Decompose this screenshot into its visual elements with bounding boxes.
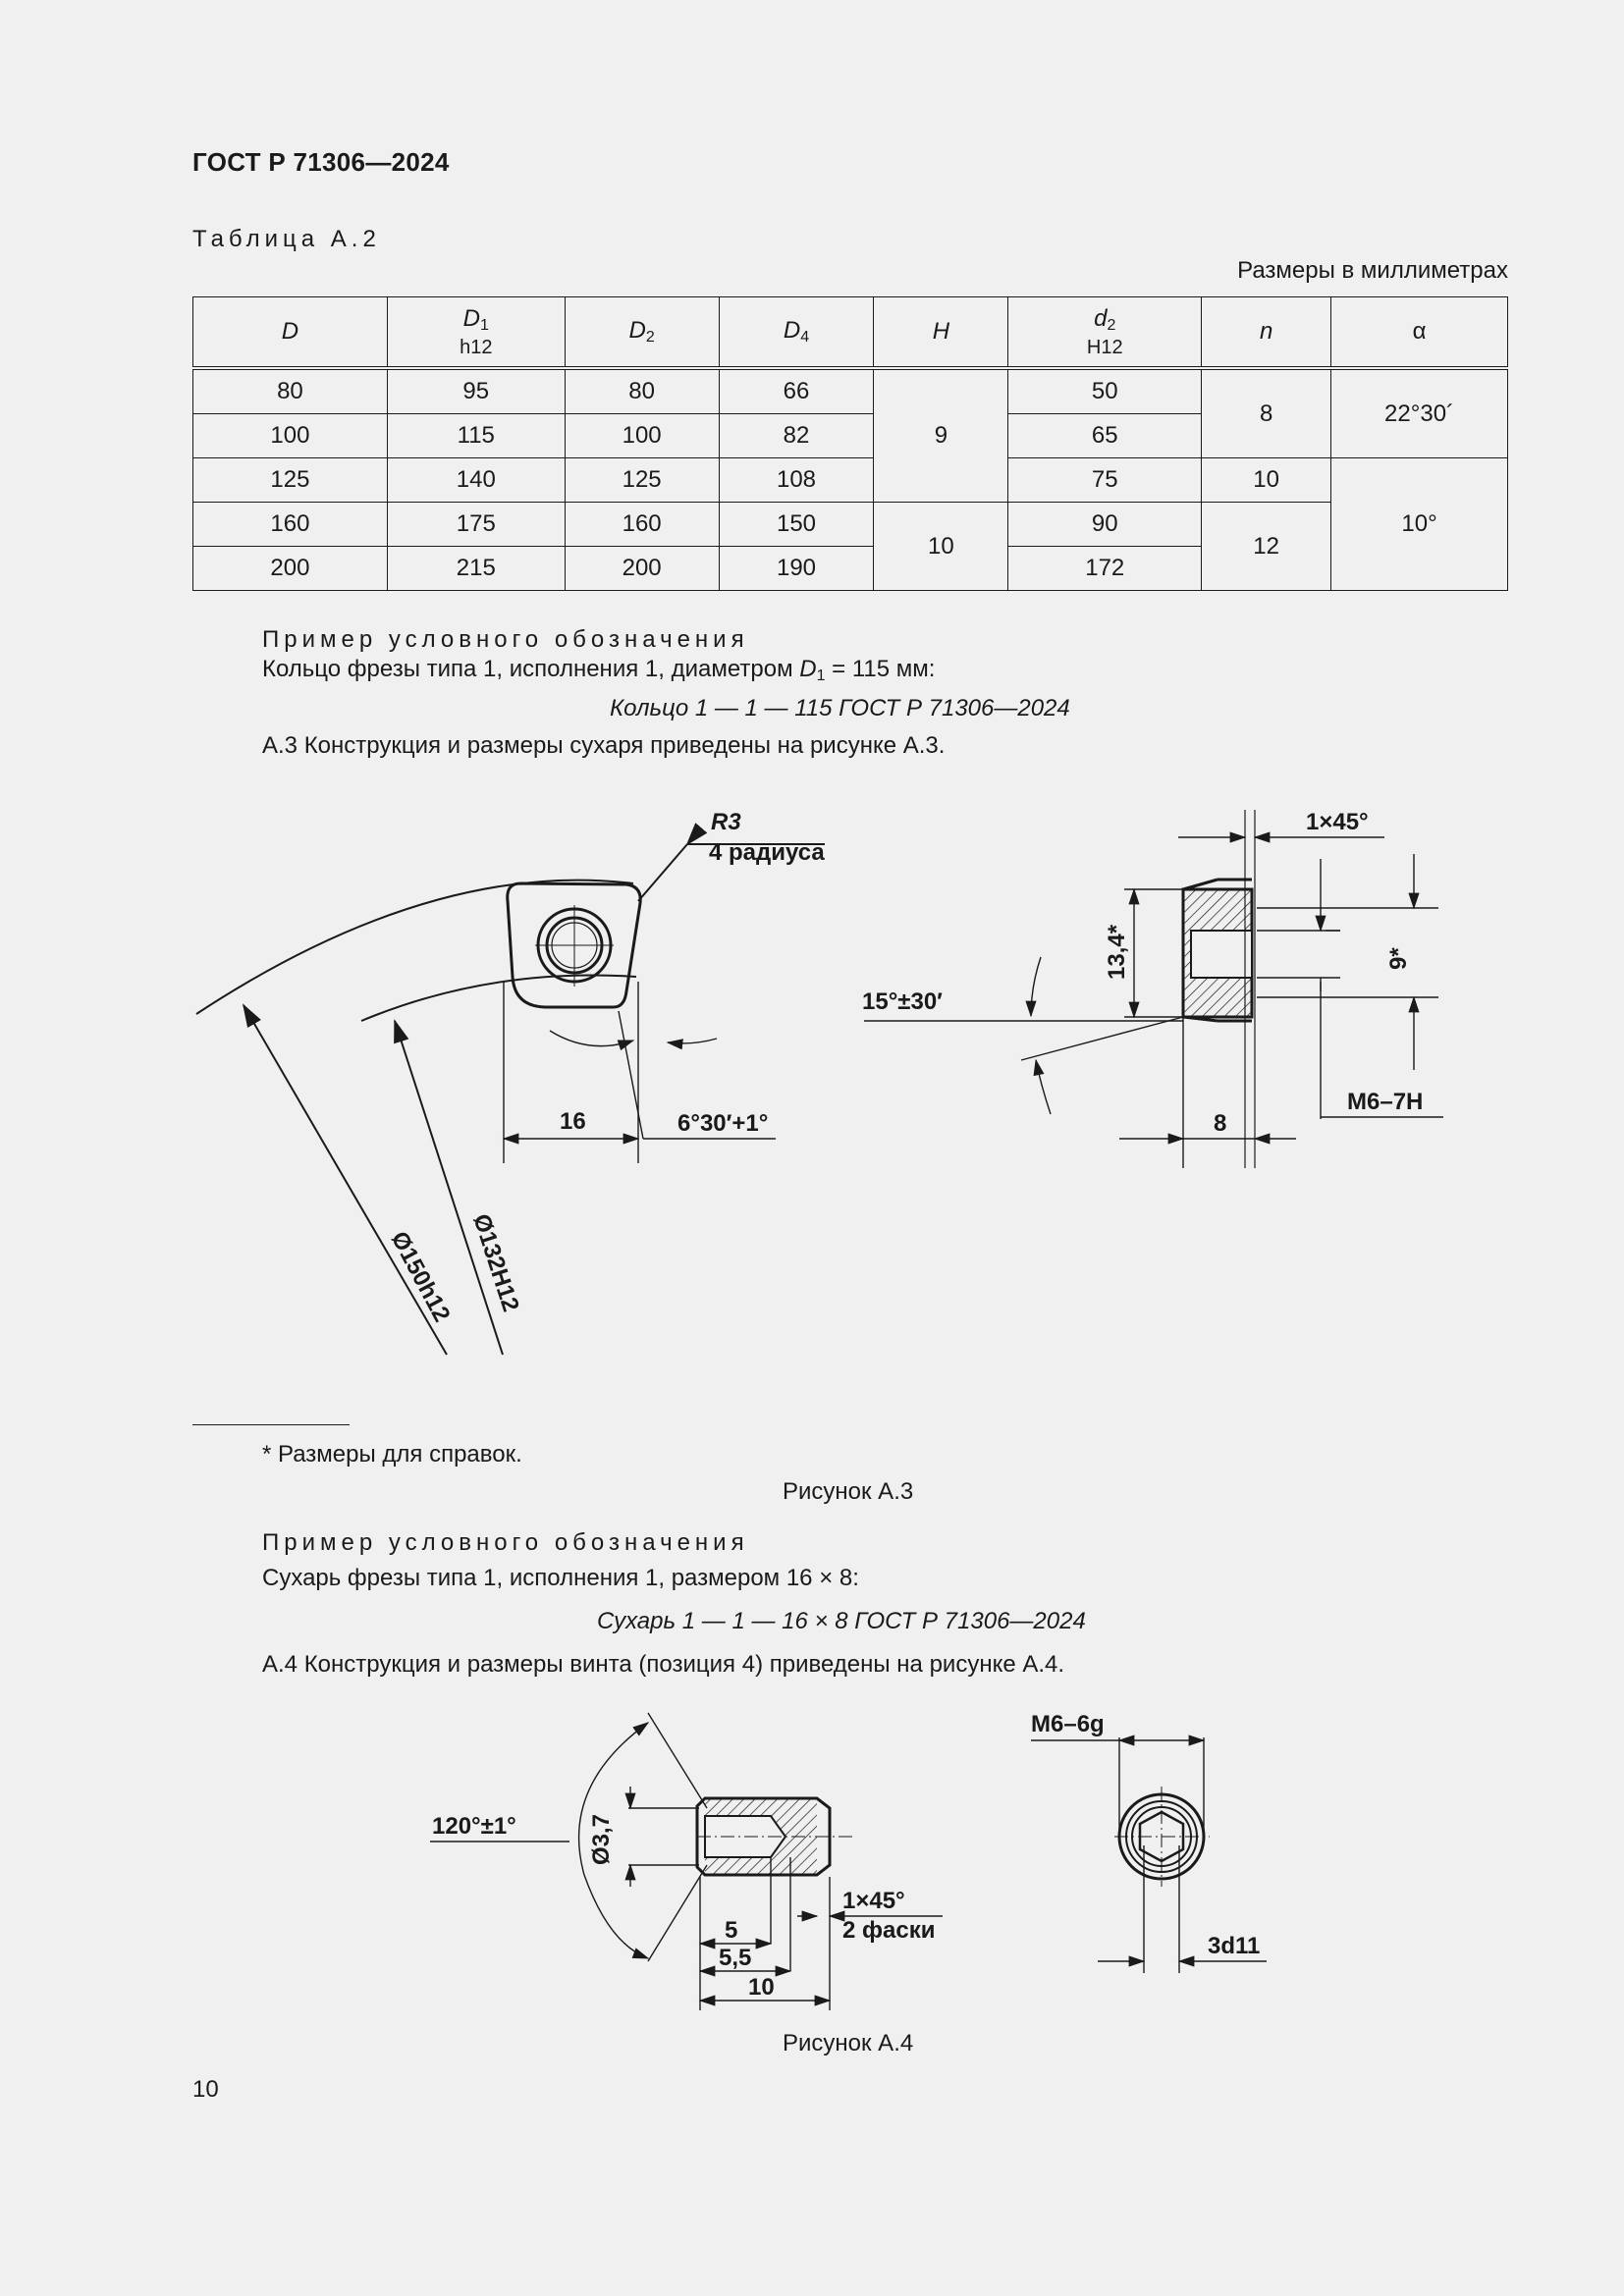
cell-D2: 160 [565, 503, 719, 547]
cell-D2: 125 [565, 458, 719, 503]
cell-D: 160 [193, 503, 388, 547]
label-chamfer-a4: 1×45° [842, 1888, 905, 1914]
table-header-row [193, 297, 1508, 369]
label-thread-a4: M6–6g [1031, 1711, 1105, 1737]
cell-alpha: 10° [1331, 458, 1508, 591]
figure-a4-caption: Рисунок А.4 [783, 2030, 914, 2056]
label-dia-37: Ø3,7 [588, 1813, 615, 1865]
cell-d2: 75 [1008, 458, 1202, 503]
paragraph-a3: А.3 Конструкция и размеры сухаря приведены на рисунке А.3. [262, 732, 946, 759]
col-header-d2: $d_2$ H12 [1008, 297, 1202, 369]
example2-heading: Пример условного обозначения [262, 1529, 749, 1556]
arc-150 [196, 881, 633, 1014]
label-dia-132: Ø132H12 [467, 1210, 524, 1315]
cell-H: 10 [874, 503, 1008, 591]
col-header-alpha: α [1331, 297, 1508, 369]
label-dim-16: 16 [560, 1108, 586, 1135]
example1-text: Кольцо фрезы типа 1, исполнения 1, диаметром $D_1 = 115$ мм: [262, 656, 936, 684]
col-header-D4: $D_4$ [719, 297, 874, 369]
label-angle-6: 6°30′+1° [677, 1110, 769, 1137]
col-header-D1: $D_1$ h12 [387, 297, 565, 369]
cell-D2: 200 [565, 547, 719, 591]
cell-D: 125 [193, 458, 388, 503]
dimensions-table [192, 296, 1508, 591]
label-angle-15: 15°±30′ [862, 988, 943, 1015]
label-dim-55: 5,5 [719, 1945, 752, 1971]
cell-n: 10 [1202, 458, 1331, 503]
label-r3-note: 4 радиуса [709, 839, 825, 866]
example1-heading: Пример условного обозначения [262, 626, 749, 653]
cell-D4: 150 [719, 503, 874, 547]
figure-a4-drawing [0, 1698, 1624, 2022]
cell-d2: 172 [1008, 547, 1202, 591]
cell-d2: 65 [1008, 414, 1202, 458]
col-header-D2: $D_2$ [565, 297, 719, 369]
table-row [193, 368, 1508, 414]
label-dim-5: 5 [725, 1917, 738, 1944]
figure-a3-drawing [0, 785, 1624, 1394]
footnote: * Размеры для справок. [262, 1441, 522, 1468]
cell-D1: 95 [387, 368, 565, 414]
label-dim-134: 13,4* [1104, 924, 1130, 980]
table-caption: Таблица А.2 [192, 226, 381, 252]
label-3d11: 3d11 [1208, 1933, 1261, 1959]
cell-D: 200 [193, 547, 388, 591]
cell-D: 80 [193, 368, 388, 414]
label-chamfer-a3: 1×45° [1306, 809, 1369, 835]
cell-d2: 90 [1008, 503, 1202, 547]
cell-D4: 82 [719, 414, 874, 458]
table-row [193, 503, 1508, 547]
cell-D: 100 [193, 414, 388, 458]
cell-H: 9 [874, 368, 1008, 503]
cell-D1: 175 [387, 503, 565, 547]
example2-designation: Сухарь 1 — 1 — 16 × 8 ГОСТ Р 71306—2024 [597, 1608, 1086, 1634]
cell-D1: 140 [387, 458, 565, 503]
col-header-H: H [874, 297, 1008, 369]
col-header-D: D [193, 297, 388, 369]
col-header-n: n [1202, 297, 1331, 369]
cell-D1: 115 [387, 414, 565, 458]
cell-D2: 100 [565, 414, 719, 458]
cell-n: 12 [1202, 503, 1331, 591]
arc-132 [361, 975, 636, 1021]
example1-designation: Кольцо 1 — 1 — 115 ГОСТ Р 71306—2024 [610, 695, 1070, 721]
label-dim-8: 8 [1214, 1110, 1227, 1137]
example2-text: Сухарь фрезы типа 1, исполнения 1, размером 16 × 8: [262, 1565, 859, 1591]
label-dim-9: 9* [1385, 947, 1412, 970]
page-number: 10 [192, 2076, 219, 2103]
table-row [193, 458, 1508, 503]
cell-n: 8 [1202, 368, 1331, 458]
paragraph-a4: А.4 Конструкция и размеры винта (позиция 4) приведены на рисунке А.4. [262, 1651, 1065, 1678]
figure-a3-caption: Рисунок А.3 [783, 1478, 914, 1505]
label-thread-a3: M6–7H [1347, 1089, 1424, 1115]
cell-D2: 80 [565, 368, 719, 414]
footnote-rule [192, 1424, 350, 1425]
label-angle-120: 120°±1° [432, 1813, 516, 1840]
cell-D4: 108 [719, 458, 874, 503]
label-r3: R3 [711, 809, 741, 835]
units-note: Размеры в миллиметрах [1237, 257, 1508, 284]
cell-D4: 66 [719, 368, 874, 414]
document-header: ГОСТ Р 71306—2024 [192, 147, 450, 177]
cell-D1: 215 [387, 547, 565, 591]
cell-alpha: 22°30´ [1331, 368, 1508, 458]
cell-D4: 190 [719, 547, 874, 591]
label-dia-150: Ø150h12 [385, 1227, 456, 1327]
label-chamfer-note: 2 фаски [842, 1917, 936, 1944]
label-dim-10: 10 [748, 1974, 775, 2001]
cell-d2: 50 [1008, 368, 1202, 414]
